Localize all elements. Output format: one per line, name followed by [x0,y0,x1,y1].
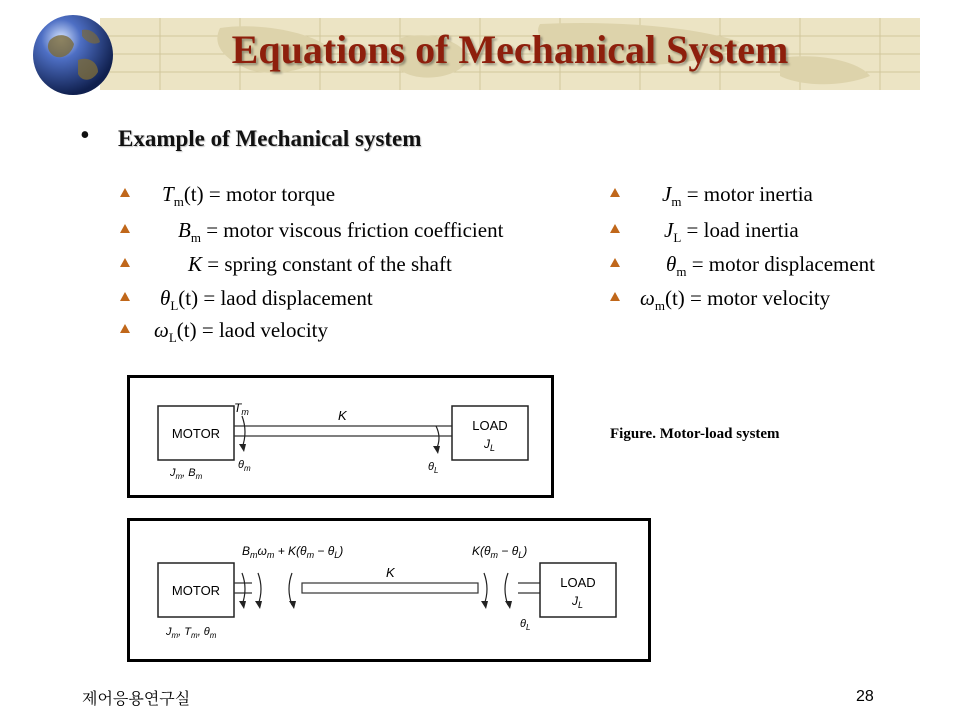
motor-params-label: $J_m$, $B_m$ [170,467,203,481]
definition-text: K = spring constant of the shaft [188,252,452,276]
triangle-bullet-icon [120,324,130,333]
spring-label: K [338,408,347,423]
definition-text: $J_L$ = load inertia [664,218,799,246]
figure-caption: Figure. Motor-load system [610,426,780,442]
motor-torque-arrow [242,573,245,605]
load-label: LOAD [472,418,508,433]
page-title: Equations of Mechanical System [231,27,789,72]
theta-l-label: $\theta_L$ [520,618,531,632]
definition-text: $J_m$ = motor inertia [662,182,813,210]
triangle-bullet-icon [120,258,130,267]
triangle-bullet-icon [610,188,620,197]
triangle-bullet-icon [120,292,130,301]
shaft-right-torque-arrow [484,573,487,605]
motor-label: MOTOR [171,583,221,598]
definition-text: $B_m$ = motor viscous friction coefficient [178,218,504,246]
triangle-bullet-icon [120,224,130,233]
free-body-diagram [130,521,648,659]
definition-text: $\theta_L(t)$ = laod displacement [160,286,373,314]
spring-label: K [386,565,395,580]
triangle-bullet-icon [610,292,620,301]
bullet-icon: • [80,120,90,151]
triangle-bullet-icon [610,258,620,267]
right-torque-label: $K(\theta_m - \theta_L)$ [472,544,528,560]
definition-text: $\theta_m$ = motor displacement [666,252,876,280]
motor-load-diagram [130,378,551,495]
theta-m-label: $\theta_m$ [238,459,251,473]
shaft-left-torque-arrow [289,573,292,605]
load-label: LOAD [560,575,596,590]
definition-text: $\omega_L(t)$ = laod velocity [154,318,329,346]
motor-params-label: $J_m$, $T_m$, $\theta_m$ [166,626,217,640]
load-inertia-label: $J_L$ [572,594,584,610]
torque-arrow [242,416,245,448]
definition-text: $\omega_m(t)$ = motor velocity [640,286,831,314]
subtitle: Example of Mechanical system [118,126,422,151]
footer-lab-name: 제어응용연구실 [82,689,191,708]
definition-text: $T_m(t)$ = motor torque [162,182,336,210]
motor-label: MOTOR [171,426,221,441]
figure-motor-load [127,375,554,498]
theta-l-label: $\theta_L$ [428,461,439,475]
load-inertia-label: $J_L$ [484,437,496,453]
triangle-bullet-icon [120,188,130,197]
shaft [302,583,478,593]
figure-free-body [127,518,651,662]
left-torque-label: $B_m\omega_m + K(\theta_m - \theta_L)$ [242,544,344,560]
triangle-bullet-icon [610,224,620,233]
torque-label: $T_m$ [234,401,249,417]
page-number: 28 [856,688,874,705]
